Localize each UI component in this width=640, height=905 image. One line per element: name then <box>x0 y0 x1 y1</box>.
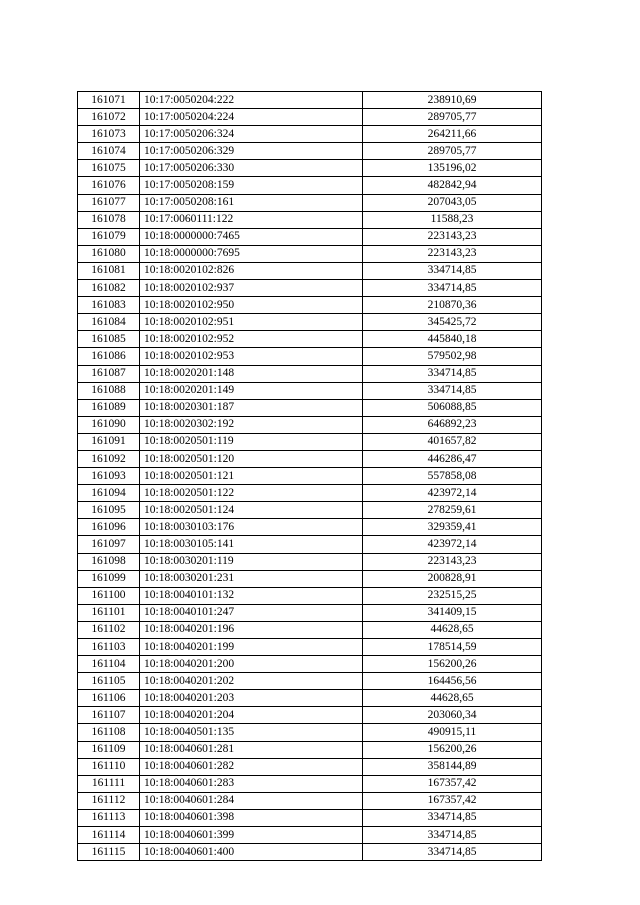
amount-cell: 223143,23 <box>363 553 542 570</box>
table-row <box>78 502 542 519</box>
cadastral-number-cell: 10:18:0040601:284 <box>140 792 363 809</box>
table-row <box>78 262 542 279</box>
row-number-cell: 161108 <box>78 724 140 741</box>
amount-cell: 200828,91 <box>363 570 542 587</box>
row-number-cell: 161081 <box>78 262 140 279</box>
cadastral-number-cell: 10:17:0050204:224 <box>140 109 363 126</box>
row-number-cell: 161105 <box>78 673 140 690</box>
row-number-cell: 161078 <box>78 211 140 228</box>
table-row <box>78 297 542 314</box>
amount-cell: 238910,69 <box>363 92 542 109</box>
table-row <box>78 673 542 690</box>
row-number-cell: 161110 <box>78 758 140 775</box>
row-number-cell: 161113 <box>78 809 140 826</box>
amount-cell: 223143,23 <box>363 228 542 245</box>
amount-cell: 579502,98 <box>363 348 542 365</box>
row-number-cell: 161080 <box>78 245 140 262</box>
cadastral-number-cell: 10:18:0040201:204 <box>140 707 363 724</box>
amount-cell: 401657,82 <box>363 433 542 450</box>
cadastral-number-cell: 10:18:0040601:399 <box>140 827 363 844</box>
row-number-cell: 161072 <box>78 109 140 126</box>
table-row <box>78 792 542 809</box>
row-number-cell: 161082 <box>78 280 140 297</box>
cadastral-number-cell: 10:18:0020501:120 <box>140 450 363 467</box>
row-number-cell: 161115 <box>78 844 140 861</box>
cadastral-number-cell: 10:18:0030103:176 <box>140 519 363 536</box>
cadastral-number-cell: 10:17:0050204:222 <box>140 92 363 109</box>
cadastral-number-cell: 10:18:0020301:187 <box>140 399 363 416</box>
cadastral-number-cell: 10:17:0050206:329 <box>140 143 363 160</box>
cadastral-number-cell: 10:18:0020102:950 <box>140 297 363 314</box>
table-row <box>78 775 542 792</box>
cadastral-number-cell: 10:18:0020102:953 <box>140 348 363 365</box>
amount-cell: 334714,85 <box>363 280 542 297</box>
amount-cell: 345425,72 <box>363 314 542 331</box>
row-number-cell: 161083 <box>78 297 140 314</box>
cadastral-number-cell: 10:18:0040201:200 <box>140 656 363 673</box>
amount-cell: 334714,85 <box>363 382 542 399</box>
amount-cell: 646892,23 <box>363 416 542 433</box>
cadastral-number-cell: 10:18:0020501:122 <box>140 485 363 502</box>
row-number-cell: 161107 <box>78 707 140 724</box>
row-number-cell: 161099 <box>78 570 140 587</box>
amount-cell: 334714,85 <box>363 365 542 382</box>
row-number-cell: 161093 <box>78 468 140 485</box>
cadastral-number-cell: 10:18:0040601:398 <box>140 809 363 826</box>
amount-cell: 232515,25 <box>363 587 542 604</box>
cadastral-number-cell: 10:18:0020302:192 <box>140 416 363 433</box>
table-row <box>78 844 542 861</box>
amount-cell: 334714,85 <box>363 844 542 861</box>
table-row <box>78 639 542 656</box>
cadastral-number-cell: 10:18:0040201:196 <box>140 621 363 638</box>
amount-cell: 210870,36 <box>363 297 542 314</box>
amount-cell: 135196,02 <box>363 160 542 177</box>
cadastral-number-cell: 10:18:0030201:119 <box>140 553 363 570</box>
table-row <box>78 109 542 126</box>
table-row <box>78 656 542 673</box>
row-number-cell: 161086 <box>78 348 140 365</box>
cadastral-number-cell: 10:18:0020501:119 <box>140 433 363 450</box>
row-number-cell: 161106 <box>78 690 140 707</box>
cadastral-number-cell: 10:18:0030105:141 <box>140 536 363 553</box>
amount-cell: 358144,89 <box>363 758 542 775</box>
table-row <box>78 519 542 536</box>
row-number-cell: 161075 <box>78 160 140 177</box>
table-row <box>78 348 542 365</box>
row-number-cell: 161111 <box>78 775 140 792</box>
cadastral-number-cell: 10:18:0020102:951 <box>140 314 363 331</box>
table-row <box>78 485 542 502</box>
amount-cell: 482842,94 <box>363 177 542 194</box>
table-row <box>78 177 542 194</box>
table-row <box>78 211 542 228</box>
amount-cell: 506088,85 <box>363 399 542 416</box>
row-number-cell: 161079 <box>78 228 140 245</box>
cadastral-number-cell: 10:18:0020102:826 <box>140 262 363 279</box>
amount-cell: 490915,11 <box>363 724 542 741</box>
cadastral-number-cell: 10:18:0040601:283 <box>140 775 363 792</box>
amount-cell: 164456,56 <box>363 673 542 690</box>
row-number-cell: 161114 <box>78 827 140 844</box>
cadastral-number-cell: 10:18:0040201:199 <box>140 639 363 656</box>
table-row <box>78 194 542 211</box>
cadastral-number-cell: 10:18:0040601:281 <box>140 741 363 758</box>
amount-cell: 203060,34 <box>363 707 542 724</box>
amount-cell: 223143,23 <box>363 245 542 262</box>
row-number-cell: 161100 <box>78 587 140 604</box>
amount-cell: 329359,41 <box>363 519 542 536</box>
row-number-cell: 161102 <box>78 621 140 638</box>
table-row <box>78 143 542 160</box>
row-number-cell: 161089 <box>78 399 140 416</box>
row-number-cell: 161076 <box>78 177 140 194</box>
amount-cell: 334714,85 <box>363 262 542 279</box>
table-row <box>78 741 542 758</box>
cadastral-number-cell: 10:18:0040501:135 <box>140 724 363 741</box>
amount-cell: 445840,18 <box>363 331 542 348</box>
amount-cell: 44628,65 <box>363 621 542 638</box>
cadastral-number-cell: 10:18:0040101:132 <box>140 587 363 604</box>
row-number-cell: 161090 <box>78 416 140 433</box>
table-row <box>78 553 542 570</box>
row-number-cell: 161087 <box>78 365 140 382</box>
cadastral-number-cell: 10:18:0040601:282 <box>140 758 363 775</box>
amount-cell: 207043,05 <box>363 194 542 211</box>
amount-cell: 278259,61 <box>363 502 542 519</box>
cadastral-number-cell: 10:18:0030201:231 <box>140 570 363 587</box>
cadastral-number-cell: 10:18:0040101:247 <box>140 604 363 621</box>
row-number-cell: 161094 <box>78 485 140 502</box>
cadastral-number-cell: 10:18:0020501:124 <box>140 502 363 519</box>
table-row <box>78 604 542 621</box>
table-row <box>78 314 542 331</box>
row-number-cell: 161096 <box>78 519 140 536</box>
table-row <box>78 724 542 741</box>
table-row <box>78 758 542 775</box>
cadastral-number-cell: 10:17:0050208:161 <box>140 194 363 211</box>
table-row <box>78 690 542 707</box>
amount-cell: 423972,14 <box>363 485 542 502</box>
registry-table-body <box>78 92 542 861</box>
row-number-cell: 161074 <box>78 143 140 160</box>
row-number-cell: 161104 <box>78 656 140 673</box>
cadastral-number-cell: 10:18:0000000:7695 <box>140 245 363 262</box>
cadastral-number-cell: 10:17:0060111:122 <box>140 211 363 228</box>
table-row <box>78 809 542 826</box>
row-number-cell: 161101 <box>78 604 140 621</box>
table-row <box>78 707 542 724</box>
table-row <box>78 331 542 348</box>
row-number-cell: 161071 <box>78 92 140 109</box>
amount-cell: 289705,77 <box>363 109 542 126</box>
row-number-cell: 161112 <box>78 792 140 809</box>
table-row <box>78 399 542 416</box>
cadastral-number-cell: 10:17:0050206:330 <box>140 160 363 177</box>
table-row <box>78 160 542 177</box>
row-number-cell: 161077 <box>78 194 140 211</box>
amount-cell: 44628,65 <box>363 690 542 707</box>
amount-cell: 167357,42 <box>363 775 542 792</box>
table-row <box>78 280 542 297</box>
cadastral-number-cell: 10:18:0040201:202 <box>140 673 363 690</box>
table-row <box>78 92 542 109</box>
table-row <box>78 365 542 382</box>
amount-cell: 341409,15 <box>363 604 542 621</box>
row-number-cell: 161109 <box>78 741 140 758</box>
amount-cell: 11588,23 <box>363 211 542 228</box>
table-row <box>78 536 542 553</box>
table-row <box>78 228 542 245</box>
amount-cell: 557858,08 <box>363 468 542 485</box>
table-row <box>78 416 542 433</box>
row-number-cell: 161073 <box>78 126 140 143</box>
row-number-cell: 161084 <box>78 314 140 331</box>
amount-cell: 446286,47 <box>363 450 542 467</box>
amount-cell: 289705,77 <box>363 143 542 160</box>
table-row <box>78 621 542 638</box>
table-row <box>78 827 542 844</box>
table-row <box>78 245 542 262</box>
amount-cell: 264211,66 <box>363 126 542 143</box>
table-row <box>78 468 542 485</box>
table-row <box>78 450 542 467</box>
table-row <box>78 382 542 399</box>
amount-cell: 178514,59 <box>363 639 542 656</box>
row-number-cell: 161091 <box>78 433 140 450</box>
table-row <box>78 570 542 587</box>
cadastral-number-cell: 10:17:0050208:159 <box>140 177 363 194</box>
amount-cell: 156200,26 <box>363 656 542 673</box>
row-number-cell: 161085 <box>78 331 140 348</box>
row-number-cell: 161103 <box>78 639 140 656</box>
cadastral-number-cell: 10:18:0020102:937 <box>140 280 363 297</box>
cadastral-number-cell: 10:18:0040201:203 <box>140 690 363 707</box>
table-row <box>78 126 542 143</box>
row-number-cell: 161097 <box>78 536 140 553</box>
amount-cell: 423972,14 <box>363 536 542 553</box>
amount-cell: 334714,85 <box>363 827 542 844</box>
amount-cell: 167357,42 <box>363 792 542 809</box>
cadastral-number-cell: 10:18:0020201:149 <box>140 382 363 399</box>
table-row <box>78 587 542 604</box>
amount-cell: 334714,85 <box>363 809 542 826</box>
row-number-cell: 161095 <box>78 502 140 519</box>
cadastral-number-cell: 10:18:0000000:7465 <box>140 228 363 245</box>
table-row <box>78 433 542 450</box>
row-number-cell: 161092 <box>78 450 140 467</box>
cadastral-number-cell: 10:18:0020501:121 <box>140 468 363 485</box>
cadastral-number-cell: 10:18:0020102:952 <box>140 331 363 348</box>
amount-cell: 156200,26 <box>363 741 542 758</box>
registry-table <box>77 91 542 861</box>
cadastral-number-cell: 10:18:0020201:148 <box>140 365 363 382</box>
row-number-cell: 161098 <box>78 553 140 570</box>
cadastral-number-cell: 10:18:0040601:400 <box>140 844 363 861</box>
cadastral-number-cell: 10:17:0050206:324 <box>140 126 363 143</box>
row-number-cell: 161088 <box>78 382 140 399</box>
